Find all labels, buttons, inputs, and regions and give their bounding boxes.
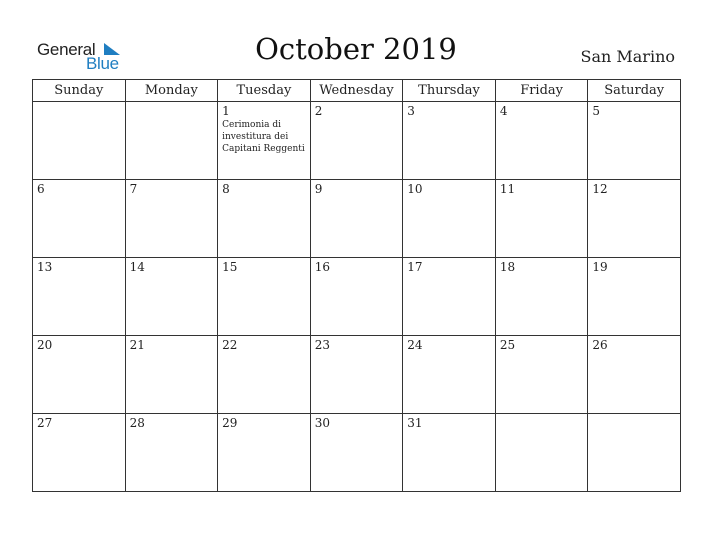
day-cell xyxy=(403,102,496,180)
day-cell xyxy=(33,180,126,258)
weekday-sunday: Sunday xyxy=(33,80,126,102)
day-cell xyxy=(588,258,681,336)
day-cell xyxy=(403,180,496,258)
calendar-grid xyxy=(32,79,681,492)
day-number: 5 xyxy=(592,104,601,118)
day-number: 19 xyxy=(592,260,608,274)
week-row xyxy=(33,102,681,180)
day-cell xyxy=(125,102,218,180)
day-cell xyxy=(33,336,126,414)
weekday-row xyxy=(33,80,681,102)
week-row xyxy=(33,414,681,492)
weekday-thursday: Thursday xyxy=(403,80,496,102)
day-cell xyxy=(495,414,588,492)
day-number: 15 xyxy=(222,260,238,274)
day-number: 12 xyxy=(592,182,608,196)
day-number: 27 xyxy=(37,416,53,430)
day-number: 6 xyxy=(37,182,45,196)
day-cell xyxy=(588,414,681,492)
day-cell xyxy=(125,258,218,336)
day-number: 17 xyxy=(407,260,423,274)
region-label: San Marino xyxy=(580,47,675,66)
day-cell xyxy=(33,258,126,336)
day-number: 9 xyxy=(314,182,323,196)
weekday-tuesday: Tuesday xyxy=(218,80,311,102)
day-number: 20 xyxy=(37,338,53,352)
day-cell xyxy=(218,414,311,492)
day-cell xyxy=(310,180,403,258)
day-number: 29 xyxy=(222,416,238,430)
day-number: 3 xyxy=(407,104,415,118)
day-number: 7 xyxy=(129,182,138,196)
brand-word-blue: Blue xyxy=(86,54,119,73)
weekday-monday: Monday xyxy=(125,80,218,102)
day-cell xyxy=(310,102,403,180)
calendar-body xyxy=(33,102,681,492)
day-cell xyxy=(218,180,311,258)
day-number: 11 xyxy=(499,182,516,196)
day-number: 18 xyxy=(499,260,516,274)
day-number xyxy=(126,102,218,105)
weekday-saturday: Saturday xyxy=(588,80,681,102)
holiday-event: Cerimonia di investitura dei Capitani Reggenti xyxy=(222,120,305,154)
day-cell xyxy=(33,102,126,180)
day-cell xyxy=(125,180,218,258)
day-cell xyxy=(125,414,218,492)
day-cell xyxy=(495,258,588,336)
day-number xyxy=(33,102,125,105)
day-cell xyxy=(310,258,403,336)
day-cell xyxy=(495,180,588,258)
page-title: October 2019 xyxy=(255,32,457,66)
day-number: 1 xyxy=(222,104,230,118)
weekday-friday: Friday xyxy=(495,80,588,102)
day-cell xyxy=(588,180,681,258)
day-cell xyxy=(588,102,681,180)
day-cell xyxy=(403,258,496,336)
day-number: 24 xyxy=(407,338,423,352)
day-number: 26 xyxy=(592,338,608,352)
calendar-header xyxy=(33,80,681,102)
day-number: 25 xyxy=(499,338,516,352)
day-number: 2 xyxy=(314,104,323,118)
day-number xyxy=(496,414,588,417)
day-cell xyxy=(125,336,218,414)
day-cell xyxy=(495,102,588,180)
day-number: 10 xyxy=(407,182,423,196)
day-cell xyxy=(310,336,403,414)
day-number: 8 xyxy=(222,182,230,196)
day-cell xyxy=(218,258,311,336)
day-number: 16 xyxy=(314,260,330,274)
week-row xyxy=(33,336,681,414)
day-cell xyxy=(33,414,126,492)
day-number: 22 xyxy=(222,338,238,352)
week-row xyxy=(33,180,681,258)
day-cell xyxy=(403,414,496,492)
day-number: 28 xyxy=(129,416,145,430)
day-number: 21 xyxy=(129,338,145,352)
day-number: 4 xyxy=(499,104,508,118)
day-cell xyxy=(310,414,403,492)
day-number: 13 xyxy=(37,260,53,274)
brand-word-general: General xyxy=(37,40,96,59)
day-number: 23 xyxy=(314,338,330,352)
day-number: 14 xyxy=(129,260,145,274)
day-cell xyxy=(403,336,496,414)
weekday-wednesday: Wednesday xyxy=(310,80,403,102)
day-cell xyxy=(588,336,681,414)
day-number xyxy=(588,414,680,417)
week-row xyxy=(33,258,681,336)
day-number: 30 xyxy=(314,416,330,430)
day-number: 31 xyxy=(407,416,423,430)
day-cell xyxy=(495,336,588,414)
day-cell xyxy=(218,102,311,180)
day-cell xyxy=(218,336,311,414)
